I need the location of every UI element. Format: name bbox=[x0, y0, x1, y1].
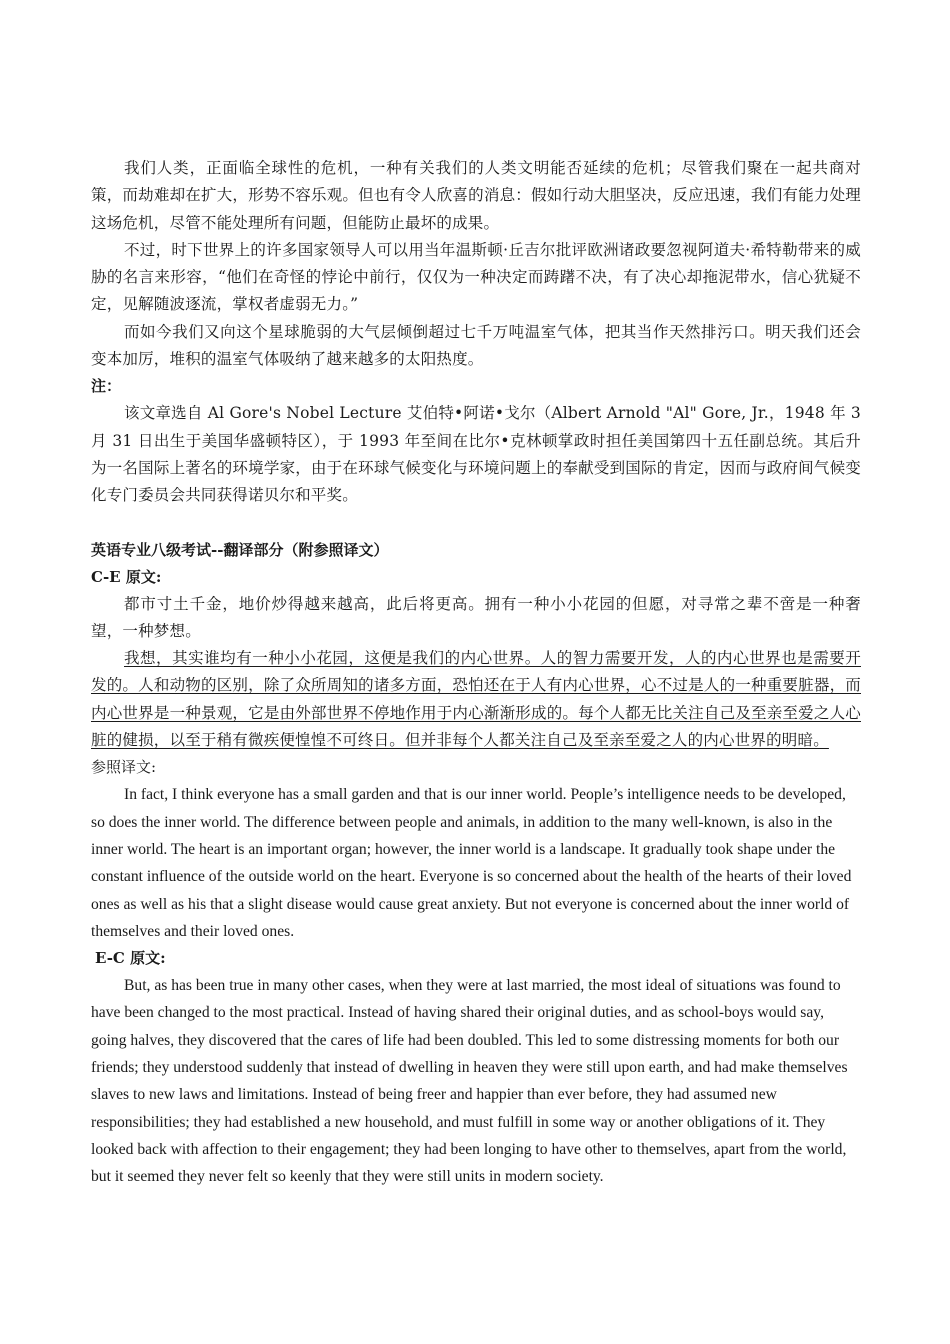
paragraph-churchill-quote: 不过，时下世界上的许多国家领导人可以用当年温斯顿·丘吉尔批评欧洲诸政要忽视阿道夫·希特勒带来的威胁的名言来形容，“他们在奇怪的悖论中前行，仅仅为一种决定而踌躇不决，有了决心却拖泥带水，信心犹疑不定，见解随波逐流，掌权者虚弱无力。” bbox=[91, 240, 861, 314]
section-title: 英语专业八级考试--翻译部分（附参照译文） bbox=[91, 540, 389, 559]
note-text: 该文章选自 Al Gore's Nobel Lecture 艾伯特•阿诺•戈尔（Albert Arnold "Al" Gore, Jr.，1948 年 3 月 31 日出生于美国华盛顿特区），于 1993 年至间在比尔•克林顿掌政时担任美国第四十五任副总统。其后升为一名国际上著名的环境学家，由于在环球气候变化与环境问题上的奉献受到国际的肯定，因而与政府间气候变化专门委员会共同获得诺贝尔和平奖。 bbox=[91, 404, 861, 505]
reference-translation-label: 参照译文: bbox=[91, 758, 157, 777]
paragraph-crisis: 我们人类，正面临全球性的危机，一种有关我们的人类文明能否延续的危机；尽管我们聚在一起共商对策，而劫难却在扩大，形势不容乐观。但也有令人欣喜的消息：假如行动大胆坚决，反应迅速，我们有能力处理这场危机，尽管不能处理所有问题，但能防止最坏的成果。 bbox=[91, 159, 861, 232]
reference-translation-text: In fact, I think everyone has a small garden and that is our inner world. People’s intelligence needs to be developed, so does the inner world. The difference between people and animals, in addition to the many well-known, is also in the inner world. The heart is an important organ; however, the inner world is a landscape. It gradually took shape under the constant influence of the outside world on the heart. Everyone is so concerned about the health of the hearts of their loved ones as well as his that a slight disease would cause great anxiety. But not everyone is concerned about the inner world of themselves and their loved ones. bbox=[91, 786, 852, 940]
ec-source-label: E-C 原文: bbox=[95, 949, 166, 968]
ec-source-text: But, as has been true in many other cases, when they were at last married, the most ideal of situations was found to have been changed to the most practical. Instead of having shared their original duties, and as school-boys would say, going halves, they discovered that the cares of life had been doubled. This led to some distressing moments for both our friends; they understood suddenly that instead of dwelling in heaven they were still upon earth, and had make themselves slaves to new laws and limitations. Instead of being freer and happier than ever before, they had assumed new responsibilities; they had established a new household, and must fulfill in some way or another obligations of it. They looked back with affection to their engagement; they had been longing to have other to themselves, apart from the world, but it seemed they never felt so keenly that they were still units in modern society. bbox=[91, 977, 848, 1186]
document-page bbox=[91, 155, 861, 1191]
paragraph-greenhouse-gases: 而如今我们又向这个星球脆弱的大气层倾倒超过七千万吨温室气体，把其当作天然排污口。明天我们还会变本加厉，堆积的温室气体吸纳了越来越多的太阳热度。 bbox=[91, 322, 861, 369]
ce-paragraph-inner-world: 我想，其实谁均有一种小小花园，这便是我们的内心世界。人的智力需要开发，人的内心世界也是需要开发的。人和动物的区别，除了众所周知的诸多方面，恐怕还在于人有内心世界，心不过是人的一种重要脏器，而内心世界是一种景观，它是由外部世界不停地作用于内心渐渐形成的。每个人都无比关注自己及至亲至爱之人心脏的健损，以至于稍有微疾便惶惶不可终日。但并非每个人都关注自己及至亲至爱之人的内心世界的明暗。 bbox=[91, 649, 861, 750]
ce-source-label: C-E 原文: bbox=[91, 567, 162, 586]
note-label: 注： bbox=[91, 377, 122, 396]
ce-paragraph-garden: 都市寸土千金，地价炒得越来越高，此后将更高。拥有一种小小花园的但愿，对寻常之辈不啻是一种奢望，一种梦想。 bbox=[91, 594, 861, 640]
